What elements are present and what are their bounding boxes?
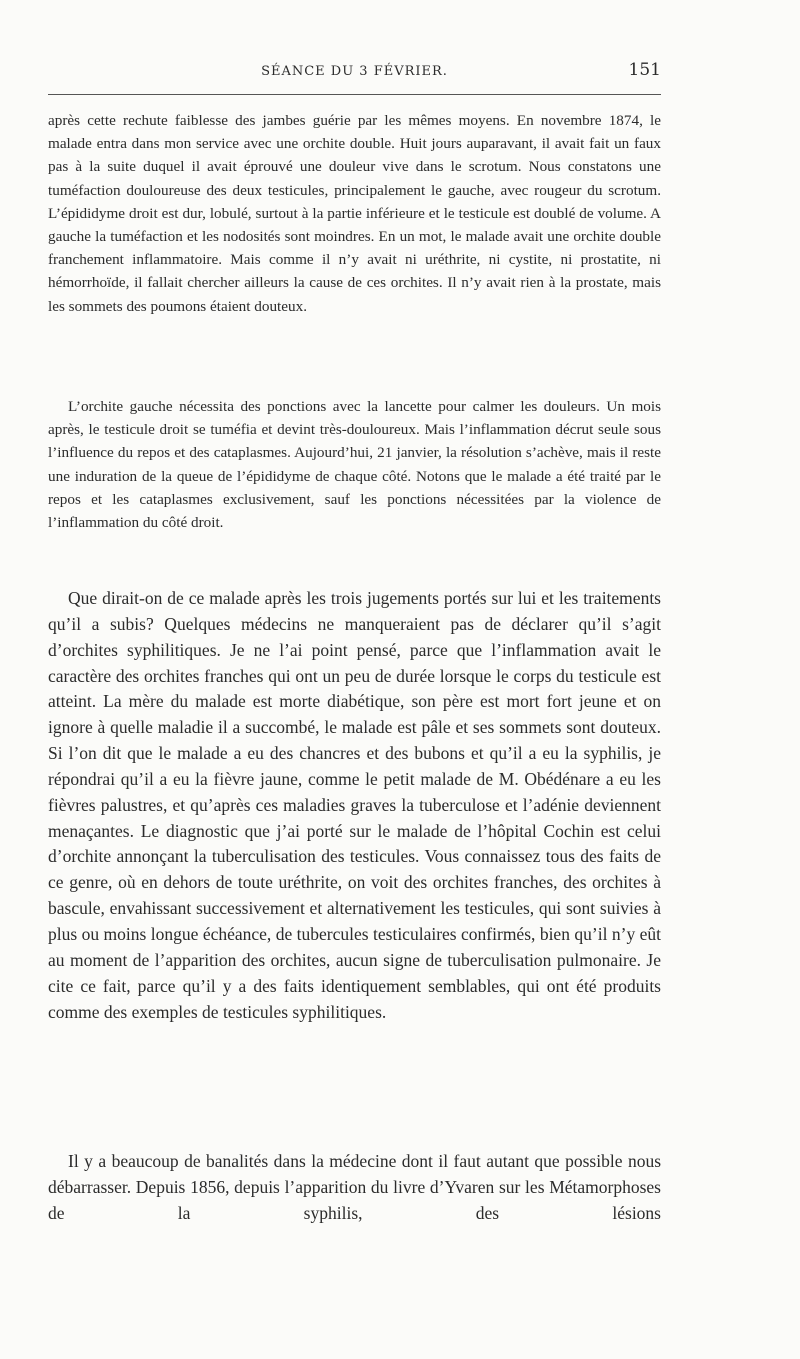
- paragraph-3: Que dirait-on de ce malade après les trois jugements portés sur lui et les traitements qu’il a subis? Quelques médecins ne manqueraient pas de déclarer qu’il s’agit d’orchites syphilitiques. Je ne l’ai point pensé, parce que l’inflammation avait le caractère des orchites franches qui ont un peu de durée lorsque le corps du testicule est atteint. La mère du malade est morte diabétique, son père est mort fort jeune et on ignore à quelle maladie il a succombé, le malade est pâle et ses sommets sont douteux. Si l’on dit que le malade a eu des chancres et des bubons et qu’il a eu la syphilis, je répondrai qu’il a eu la fièvre jaune, comme le petit malade de M. Obédénare a eu les fièvres palustres, et qu’après ces maladies graves la tuberculose et l’adénie deviennent menaçantes. Le diagnostic que j’ai porté sur le malade de l’hôpital Cochin est celui d’orchite annonçant la tuberculisation des testicules. Vous connaissez tous des faits de ce genre, où en dehors de toute uréthrite, on voit des orchites franches, des orchites à bascule, envahissant successivement et alternativement les testicules, qui sont suivies à plus ou moins longue échéance, de tubercules testiculaires confirmés, bien qu’il n’y eût au moment de l’apparition des orchites, aucun signe de tuberculisation pulmonaire. Je cite ce fait, parce qu’il y a des faits identiquement semblables, qui ont été produits comme des exemples de testicules syphilitiques.: [48, 588, 661, 1022]
- paragraph-2: L’orchite gauche nécessita des ponctions avec la lancette pour calmer les douleurs. Un mois après, le testicule droit se tuméfia et devint très-douloureux. Mais l’inflammation décrut seule sous l’influence du repos et des cataplasmes. Aujourd’hui, 21 janvier, la résolution s’achève, mais il reste une induration de la queue de l’épididyme de chaque côté. Notons que le malade a été traité par le repos et les cataplasmes exclusivement, sauf les ponctions nécessitées par la violence de l’inflammation du côté droit.: [48, 398, 661, 532]
- page-number: 151: [628, 60, 661, 80]
- header-rule: [48, 94, 661, 95]
- paragraph-4: Il y a beaucoup de banalités dans la médecine dont il faut autant que possible nous débarrasser. Depuis 1856, depuis l’apparition du livre d’Yvaren sur les Métamorphoses de la syphilis, des lésions: [48, 1151, 661, 1223]
- page-header: [48, 60, 661, 84]
- running-head: SÉANCE DU 3 FÉVRIER.: [261, 64, 448, 79]
- paragraph-1: après cette rechute faiblesse des jambes guérie par les mêmes moyens. En novembre 1874, le malade entra dans mon service avec une orchite double. Huit jours auparavant, il avait fait un faux pas à la suite duquel il avait éprouvé une douleur vive dans le scrotum. Nous constatons une tuméfaction douloureuse des deux testicules, principalement le gauche, avec rougeur du scrotum. L’épididyme droit est dur, lobulé, surtout à la partie inférieure et le testicule est doublé de volume. A gauche la tuméfaction et les nodosités sont moindres. En un mot, le malade avait une orchite double franchement inflammatoire. Mais comme il n’y avait ni uréthrite, ni cystite, ni prostatite, ni hémorrhoïde, il fallait chercher ailleurs la cause de ces orchites. Il n’y avait rien à la prostate, mais les sommets des poumons étaient douteux.: [48, 112, 661, 315]
